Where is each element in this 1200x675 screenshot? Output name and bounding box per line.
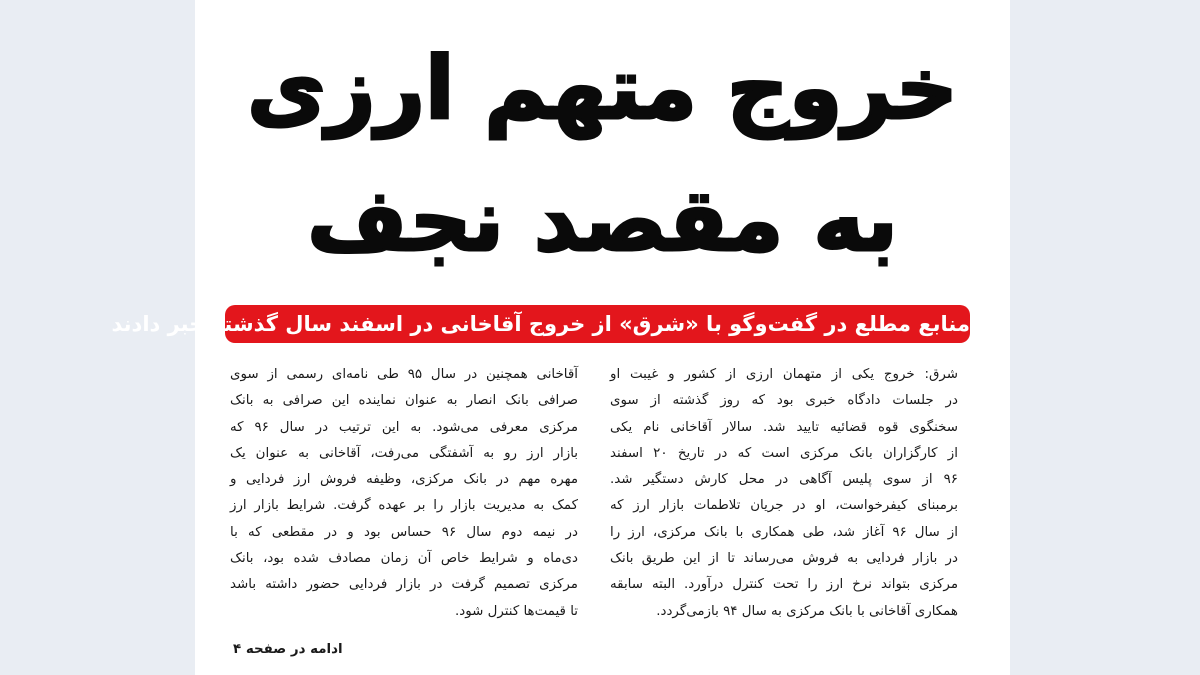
text-line: آقاخانی همچنین در سال ۹۵ طی نامه‌ای رسمی از سوی [230,367,578,382]
text-line: مرکزی بتواند نرخ ارز را تحت کنترل درآورد. البته سابقه [610,577,958,593]
newspaper-page [111,0,1010,675]
text-line: مهره مهم در بانک مرکزی، وظیفه فروش ارز فردایی و [230,472,578,488]
text-line: دی‌ماه و شرایط خاص آن زمان مصادف شده بود، بانک [230,551,578,567]
text-line: در بازار فردایی به فروش می‌رساند تا از این طریق بانک [610,551,958,567]
text-line: مرکزی تصمیم گرفت در بازار فردایی حضور داشته باشد [230,577,578,593]
article-column-left [230,362,578,625]
text-line: برمبنای کیفرخواست، او در جریان تلاطمات بازار ارز که [610,498,958,514]
text-line: کمک به مدیریت بازار را بر عهده گرفت. شرایط بازار ارز [230,498,578,514]
text-line: از سال ۹۶ آغاز شد، طی همکاری با بانک مرکزی، ارز را [610,524,958,540]
text-line: تا قیمت‌ها کنترل شود. [455,603,578,619]
continue-on-page-label: ادامه در صفحه ۴ [233,642,343,657]
text-line: در جلسات دادگاه خبری بود که روز گذشته از سوی [610,393,958,409]
text-line: ۹۶ از سوی پلیس آگاهی در محل کارش دستگیر شد. [610,472,958,488]
text-line: سخنگوی قوه قضائیه تایید شد. سالار آقاخانی نام یکی [610,419,958,435]
text-line: در نیمه دوم سال ۹۶ حساس بود و در مقطعی که با [230,524,578,540]
headline-line-1: خروج متهم ارزی [247,39,958,139]
article-column-right [610,362,958,625]
text-line: همکاری آقاخانی با بانک مرکزی به سال ۹۴ بازمی‌گردد. [656,603,958,619]
headline-line-2: به مقصد نجف [307,171,898,271]
text-line: مرکزی معرفی می‌شود. به این ترتیب در سال ۹۶ که [230,419,578,435]
text-line: از کارگزاران بانک مرکزی است که در تاریخ ۲۰ اسفند [610,445,958,461]
text-line: صرافی بانک انصار به عنوان نماینده این صرافی به بانک [230,393,578,409]
text-line: بازار ارز رو به آشفتگی می‌رفت، آقاخانی به عنوان یک [230,445,578,461]
subheadline-banner: منابع مطلع در گفت‌وگو با «شرق» از خروج آقاخانی در اسفند سال گذشته خبر دادند [225,305,970,343]
text-line: شرق: خروج یکی از متهمان ارزی از کشور و غیبت او [610,367,958,382]
